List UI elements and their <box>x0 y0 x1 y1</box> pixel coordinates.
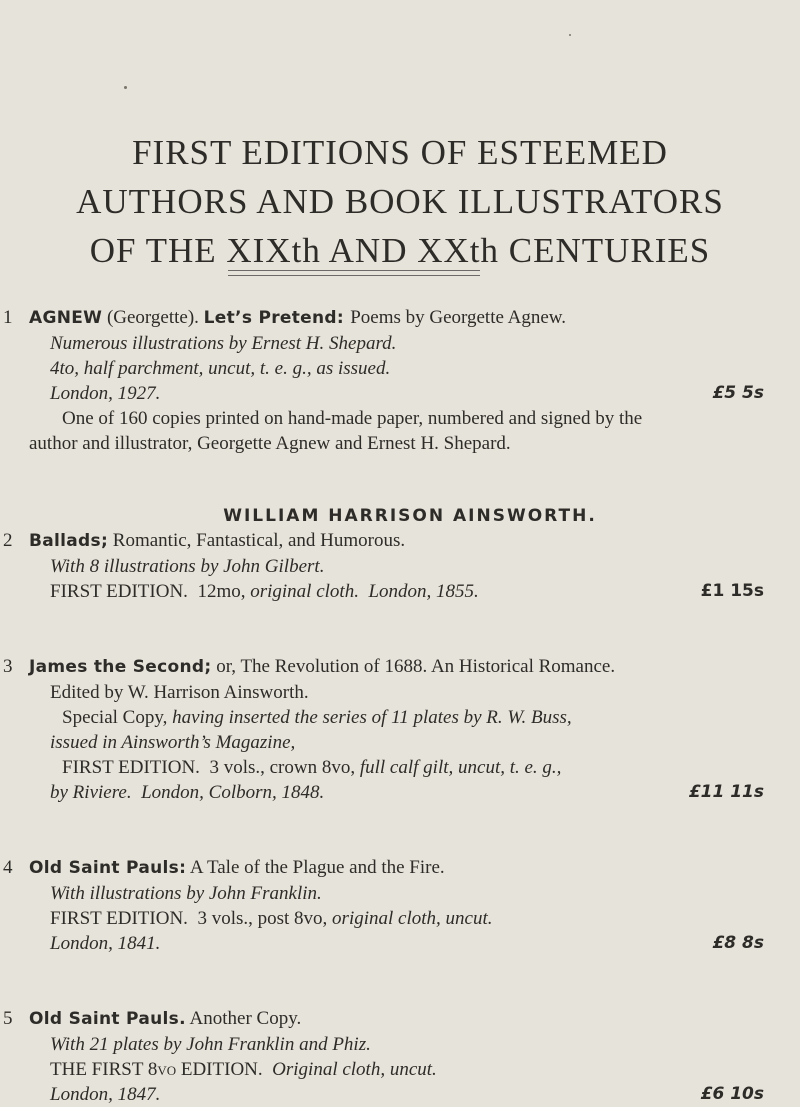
entry-illustration-note: Numerous illustrations by Ernest H. Shepard. <box>50 333 397 354</box>
entry-price: £11 11s <box>688 782 764 802</box>
entry-imprint <box>0 579 800 604</box>
entry-title: Let’s Pretend: <box>203 308 351 328</box>
entry-format: 12mo, <box>197 581 251 602</box>
entry-number: 5 <box>3 1008 13 1029</box>
entry-imprint <box>0 780 800 805</box>
entry-place-date: London, 1841. <box>50 933 161 954</box>
entry-binder: by Riviere. <box>50 782 132 803</box>
entry-binding: full calf gilt, uncut, t. e. g., <box>359 757 562 778</box>
entry-binding: original cloth. <box>250 581 359 602</box>
catalogue-entry-3 <box>0 654 800 805</box>
entry-heading-line <box>0 528 800 554</box>
entry-heading-line <box>0 654 800 680</box>
catalogue-entry-2 <box>0 528 800 604</box>
entry-special-detail: having inserted the series of 11 plates by R. W. Buss, <box>172 707 572 728</box>
entry-edition: FIRST EDITION. <box>62 757 200 778</box>
entry-price: £6 10s <box>700 1084 764 1104</box>
entry-imprint <box>0 381 800 406</box>
catalogue-entry-5 <box>0 1006 800 1107</box>
entry-subtitle: Another Copy. <box>185 1008 302 1029</box>
entry-binding: 4to, half parchment, uncut, t. e. g., as issued. <box>50 358 391 379</box>
entry-illustration-note: With 21 plates by John Franklin and Phiz. <box>50 1034 371 1055</box>
entry-edition: FIRST EDITION. <box>50 908 188 929</box>
entry-number: 3 <box>3 656 13 677</box>
entry-place-date: London, 1855. <box>368 581 479 602</box>
entry-heading-line <box>0 1006 800 1032</box>
entry-author: AGNEW <box>29 308 103 328</box>
title-line-1: FIRST EDITIONS OF ESTEEMED <box>132 133 668 172</box>
entry-edition: FIRST EDITION. <box>50 581 188 602</box>
entry-imprint-text: London, 1927. <box>50 383 161 404</box>
entry-note: One of 160 copies printed on hand-made paper, numbered and signed by the <box>62 408 643 429</box>
entry-editor: Edited by W. Harrison Ainsworth. <box>50 682 309 703</box>
entry-imprint <box>0 931 800 956</box>
paper-speck <box>124 86 127 89</box>
entry-note-continued: author and illustrator, Georgette Agnew and Ernest H. Shepard. <box>29 433 511 454</box>
entry-special-note <box>0 705 800 730</box>
entry-price: £1 15s <box>700 581 764 601</box>
entry-price: £8 8s <box>712 933 764 953</box>
title-line-2: AUTHORS AND BOOK ILLUSTRATORS <box>76 182 724 221</box>
catalogue-entry-1 <box>0 305 800 456</box>
entry-subtitle: A Tale of the Plague and the Fire. <box>186 857 445 878</box>
entry-binding: Original cloth, uncut. <box>272 1059 437 1080</box>
entry-author-forename: (Georgette). <box>106 307 204 328</box>
entry-illustration-note: With 8 illustrations by John Gilbert. <box>50 556 325 577</box>
entry-edition-line <box>0 755 800 780</box>
entry-subtitle: Romantic, Fantastical, and Humorous. <box>108 530 406 551</box>
entry-title: Ballads; <box>29 531 109 551</box>
author-heading: WILLIAM HARRISON AINSWORTH. <box>223 506 597 526</box>
entry-edition: THE FIRST 8vo EDITION. <box>50 1059 263 1080</box>
entry-binding: original cloth, uncut. <box>332 908 493 929</box>
entry-place-date: London, Colborn, 1848. <box>141 782 325 803</box>
entry-special-detail-continued: issued in Ainsworth’s Magazine, <box>50 732 296 753</box>
entry-title: James the Second; <box>29 657 212 677</box>
entry-price: £5 5s <box>712 383 764 403</box>
entry-subtitle: Poems by Georgette Agnew. <box>350 307 567 328</box>
page-title <box>0 128 800 275</box>
entry-format: 3 vols., crown 8vo, <box>209 757 360 778</box>
double-rule-divider <box>228 270 480 276</box>
catalogue-entries <box>0 305 800 1107</box>
entry-number: 1 <box>3 307 13 328</box>
entry-illustration-note: With illustrations by John Franklin. <box>50 883 322 904</box>
entry-heading-line <box>0 855 800 881</box>
entry-number: 4 <box>3 857 13 878</box>
entry-format: 3 vols., post 8vo, <box>197 908 333 929</box>
entry-edition-line <box>0 906 800 931</box>
entry-edition-line <box>0 1057 800 1082</box>
entry-imprint <box>0 1082 800 1107</box>
entry-place-date: London, 1847. <box>50 1084 161 1105</box>
catalogue-entry-4 <box>0 855 800 956</box>
entry-title: Old Saint Pauls: <box>29 858 187 878</box>
entry-heading-line <box>0 305 800 331</box>
entry-number: 2 <box>3 530 13 551</box>
entry-special-label: Special Copy, <box>62 707 173 728</box>
entry-title: Old Saint Pauls. <box>29 1009 186 1029</box>
entry-subtitle: or, The Revolution of 1688. An Historical Romance. <box>211 656 616 677</box>
paper-speck <box>569 34 571 36</box>
title-line-3: OF THE XIXth AND XXth CENTURIES <box>89 231 711 270</box>
